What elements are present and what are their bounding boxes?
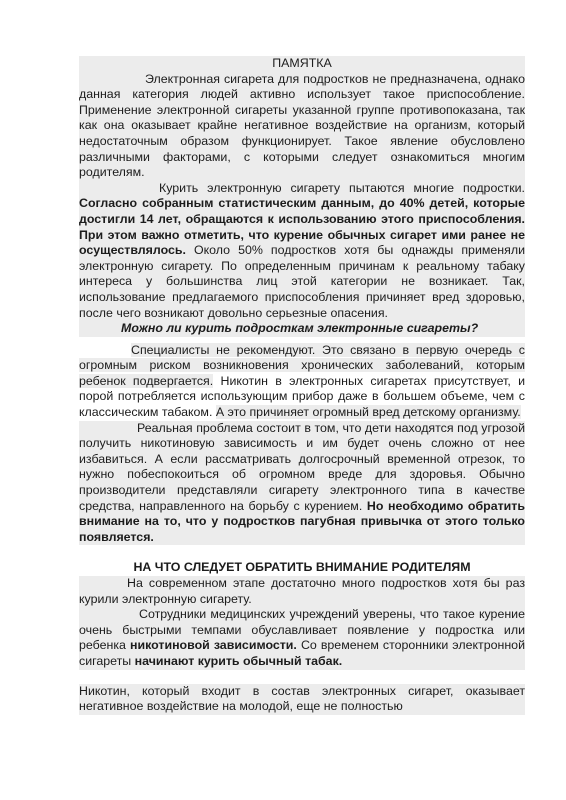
specialists-text-2: Никотин в электронных сигаретах присутствует, и порой потребляется использующим прибор даже в большем объеме, чем с классическим табаком. (79, 373, 525, 420)
heading-parents: НА ЧТО СЛЕДУЕТ ОБРАТИТЬ ВНИМАНИЕ РОДИТЕЛЯМ (133, 560, 471, 575)
page-title: ПАМЯТКА (79, 56, 525, 72)
medical-bold-1: никотиновой зависимости. (129, 638, 297, 653)
specialists-text-1: Специалисты не рекомендуют. Это связано в первую очередь с огромным риском возникновения хронических заболеваний, которым ребенок подвергается. (79, 342, 525, 388)
problem-text: Реальная проблема состоит в том, что дети находятся под угрозой получить никотиновую зависимость и им будет очень сложно от нее избавиться. А если рассматривать долгосрочный временной отрезок, то нужно побеспокоиться об огромном вреде для здоровья. Обычно производители представляли сигарету электронного типа в качестве средства, направленного на борьбу с курением. (79, 420, 525, 513)
medical-text-1: Сотрудники медицинских учреждений уверены, что такое курение очень быстрыми темпами обуславливает появление у подростка или ребенка (79, 607, 525, 653)
paragraph-medical-staff (79, 607, 525, 669)
paragraph-statistics (79, 181, 525, 321)
statistics-text-1: Курить электронную сигарету пытаются многие подростки. (159, 180, 525, 195)
paragraph-specialists (79, 343, 525, 421)
memo-page (79, 56, 525, 715)
medical-bold-2: начинают курить обычный табак. (134, 653, 343, 668)
paragraph-current-stage: На современном этапе достаточно много подростков хотя бы раз курили электронную сигарету. (79, 576, 525, 606)
statistics-text-2: Около 50% подростков хотя бы однажды применяли электронную сигарету. По определенным причинам к реальному табаку интереса у большинства лиц этой категории не возникает. Так, использование предлагаемого приспособления причиняет вред здоровью, после чего возникают довольно серьезные опасения. (79, 243, 525, 320)
paragraph-problem (79, 421, 525, 546)
problem-bold: Но необходимо обратить внимание на то, что у подростков пагубная привычка от этого только появляется. (79, 498, 525, 544)
statistics-bold: Согласно собранным статистическим данным, до 40% детей, которые достигли 14 лет, обращаются к использованию этого приспособления. При этом важно отметить, что курение обычных сигарет ими ранее не осуществлялось. (79, 196, 525, 258)
paragraph-nicotine: Никотин, который входит в состав электронных сигарет, оказывает негативное воздействие на молодой, еще не полностью (79, 683, 525, 714)
paragraph-intro: Электронная сигарета для подростков не предназначена, однако данная категория людей активно использует такое приспособление. Применение электронной сигареты указанной группе противопоказана, так как она оказывает крайне негативное воздействие на организм, который недостаточным образом функционирует. Такое явление обусловлено различными факторами, с которыми следует ознакомиться многим родителям. (79, 71, 525, 180)
spacer (79, 670, 525, 684)
subheading-question: Можно ли курить подросткам электронные сигареты? (79, 321, 525, 337)
specialists-text-3: А это причиняет огромный вред детскому организму. (215, 405, 521, 420)
medical-text-2: Со временем сторонники электронной сигареты (79, 638, 525, 668)
